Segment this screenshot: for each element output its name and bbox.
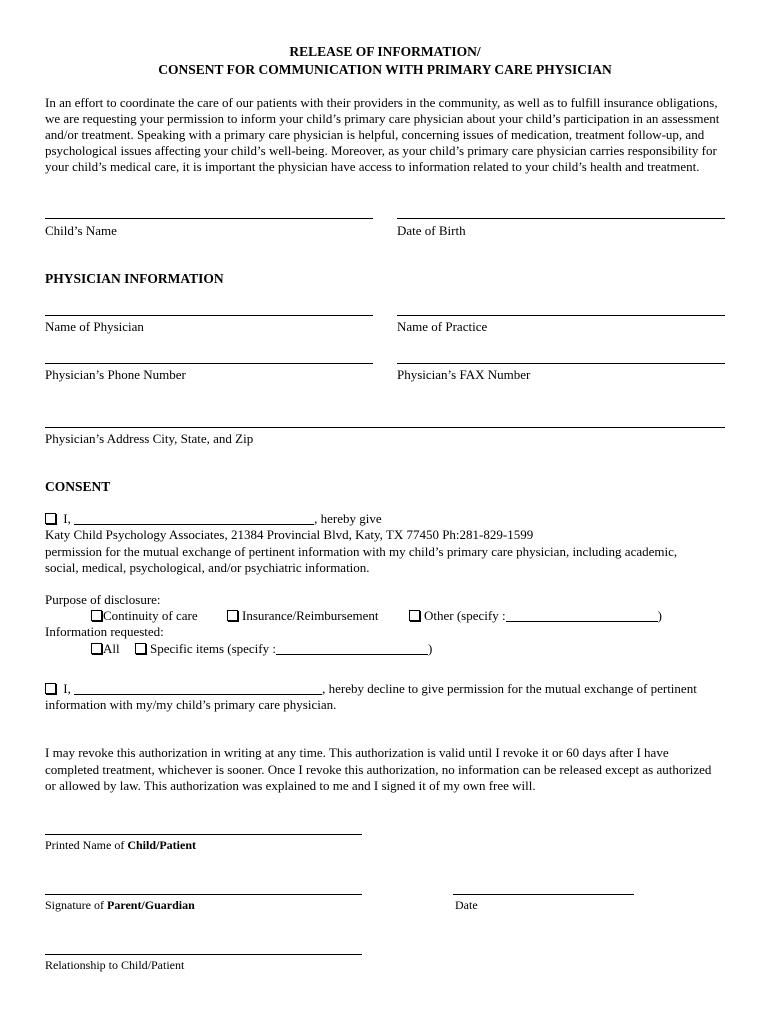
- printed-name-field[interactable]: [45, 834, 362, 835]
- consent-decline-name-field[interactable]: [74, 683, 322, 695]
- purpose-continuity-option[interactable]: [91, 608, 198, 624]
- purpose-insurance-option[interactable]: [227, 608, 378, 624]
- printed-name-bold: Child/Patient: [127, 838, 196, 852]
- info-requested-label: Information requested:: [45, 624, 164, 639]
- physician-fax-field[interactable]: [397, 363, 725, 364]
- insurance-label: Insurance/Reimbursement: [242, 608, 379, 623]
- specific-items-field[interactable]: [276, 643, 428, 655]
- consent-heading: CONSENT: [45, 479, 111, 494]
- info-all-option[interactable]: [91, 641, 120, 657]
- physician-phone-label: Physician’s Phone Number: [45, 367, 186, 382]
- practice-name-field[interactable]: [397, 315, 725, 316]
- signature-date-label: Date: [455, 898, 478, 912]
- other-specify-field[interactable]: [506, 610, 658, 622]
- consent-give-line4: social, medical, psychological, and/or psychiatric information.: [45, 560, 370, 575]
- guardian-signature-field[interactable]: [45, 894, 362, 895]
- consent-give-row: [45, 511, 382, 527]
- consent-give-checkbox[interactable]: [45, 513, 56, 524]
- signature-date-field[interactable]: [453, 894, 634, 895]
- form-title-line1: RELEASE OF INFORMATION/: [289, 44, 481, 59]
- purpose-label: Purpose of disclosure:: [45, 592, 161, 607]
- date-of-birth-label: Date of Birth: [397, 223, 466, 238]
- other-label: Other (specify :: [424, 608, 506, 623]
- guardian-signature-label: [45, 898, 195, 913]
- intro-line-2: we are requesting your permission to inform your child’s primary care physician about your child’s participation in an assessment: [45, 111, 720, 126]
- physician-name-label: Name of Physician: [45, 319, 144, 334]
- relationship-field[interactable]: [45, 954, 362, 955]
- all-label: All: [103, 641, 120, 656]
- consent-give-line3: permission for the mutual exchange of pertinent information with my child’s primary care physician, including academic,: [45, 544, 678, 559]
- printed-name-prefix: Printed Name of: [45, 838, 128, 852]
- other-close: ): [657, 608, 662, 623]
- info-specific-option[interactable]: [135, 641, 432, 657]
- physician-name-field[interactable]: [45, 315, 373, 316]
- continuity-label: Continuity of care: [103, 608, 198, 623]
- revoke-line-1: I may revoke this authorization in writing at any time. This authorization is valid until I revoke it or 60 days after I have: [45, 745, 669, 760]
- relationship-label: Relationship to Child/Patient: [45, 958, 185, 972]
- date-of-birth-field[interactable]: [397, 218, 725, 219]
- consent-decline-suffix: , hereby decline to give permission for the mutual exchange of pertinent: [322, 681, 697, 696]
- practice-info-line: Katy Child Psychology Associates, 21384 Provincial Blvd, Katy, TX 77450 Ph:281-829-1599: [45, 527, 534, 542]
- signature-prefix: Signature of: [45, 898, 107, 912]
- other-checkbox[interactable]: [409, 610, 420, 621]
- intro-line-1: In an effort to coordinate the care of our patients with their providers in the community, as well as to fulfill insurance obligations,: [45, 95, 718, 110]
- specific-label: Specific items (specify :: [150, 641, 276, 656]
- consent-decline-row: [45, 681, 697, 697]
- all-checkbox[interactable]: [91, 643, 102, 654]
- intro-line-5: your child’s medical care, it is important the physician have access to information related to your child’s health and treatment.: [45, 159, 700, 174]
- insurance-checkbox[interactable]: [227, 610, 238, 621]
- physician-address-label: Physician’s Address City, State, and Zip: [45, 431, 254, 446]
- specific-close: ): [428, 641, 433, 656]
- physician-address-field[interactable]: [45, 427, 725, 428]
- consent-give-name-field[interactable]: [74, 513, 314, 525]
- practice-name-label: Name of Practice: [397, 319, 488, 334]
- printed-name-label: [45, 838, 196, 853]
- consent-give-prefix: I,: [63, 511, 71, 526]
- child-name-label: Child’s Name: [45, 223, 117, 238]
- consent-decline-line2: information with my/my child’s primary care physician.: [45, 697, 337, 712]
- child-name-field[interactable]: [45, 218, 373, 219]
- physician-fax-label: Physician’s FAX Number: [397, 367, 531, 382]
- continuity-checkbox[interactable]: [91, 610, 102, 621]
- specific-checkbox[interactable]: [135, 643, 146, 654]
- signature-bold: Parent/Guardian: [107, 898, 195, 912]
- physician-phone-field[interactable]: [45, 363, 373, 364]
- intro-line-4: psychological issues affecting your child’s well-being. Moreover, as your child’s primary care physician carries responsibility for: [45, 143, 717, 158]
- consent-give-suffix: , hereby give: [314, 511, 382, 526]
- intro-line-3: and/or treatment. Speaking with a primary care physician is helpful, concerning issues of medication, treatment follow-up, and: [45, 127, 705, 142]
- form-title-line2: CONSENT FOR COMMUNICATION WITH PRIMARY CARE PHYSICIAN: [158, 62, 612, 77]
- revoke-line-2: completed treatment, whichever is sooner. Once I revoke this authorization, no information can be released except as authorized: [45, 762, 712, 777]
- revoke-line-3: or allowed by law. This authorization was explained to me and I signed it of my own free will.: [45, 778, 536, 793]
- physician-info-heading: PHYSICIAN INFORMATION: [45, 271, 224, 286]
- purpose-other-option[interactable]: [409, 608, 662, 624]
- consent-decline-prefix: I,: [63, 681, 71, 696]
- consent-decline-checkbox[interactable]: [45, 683, 56, 694]
